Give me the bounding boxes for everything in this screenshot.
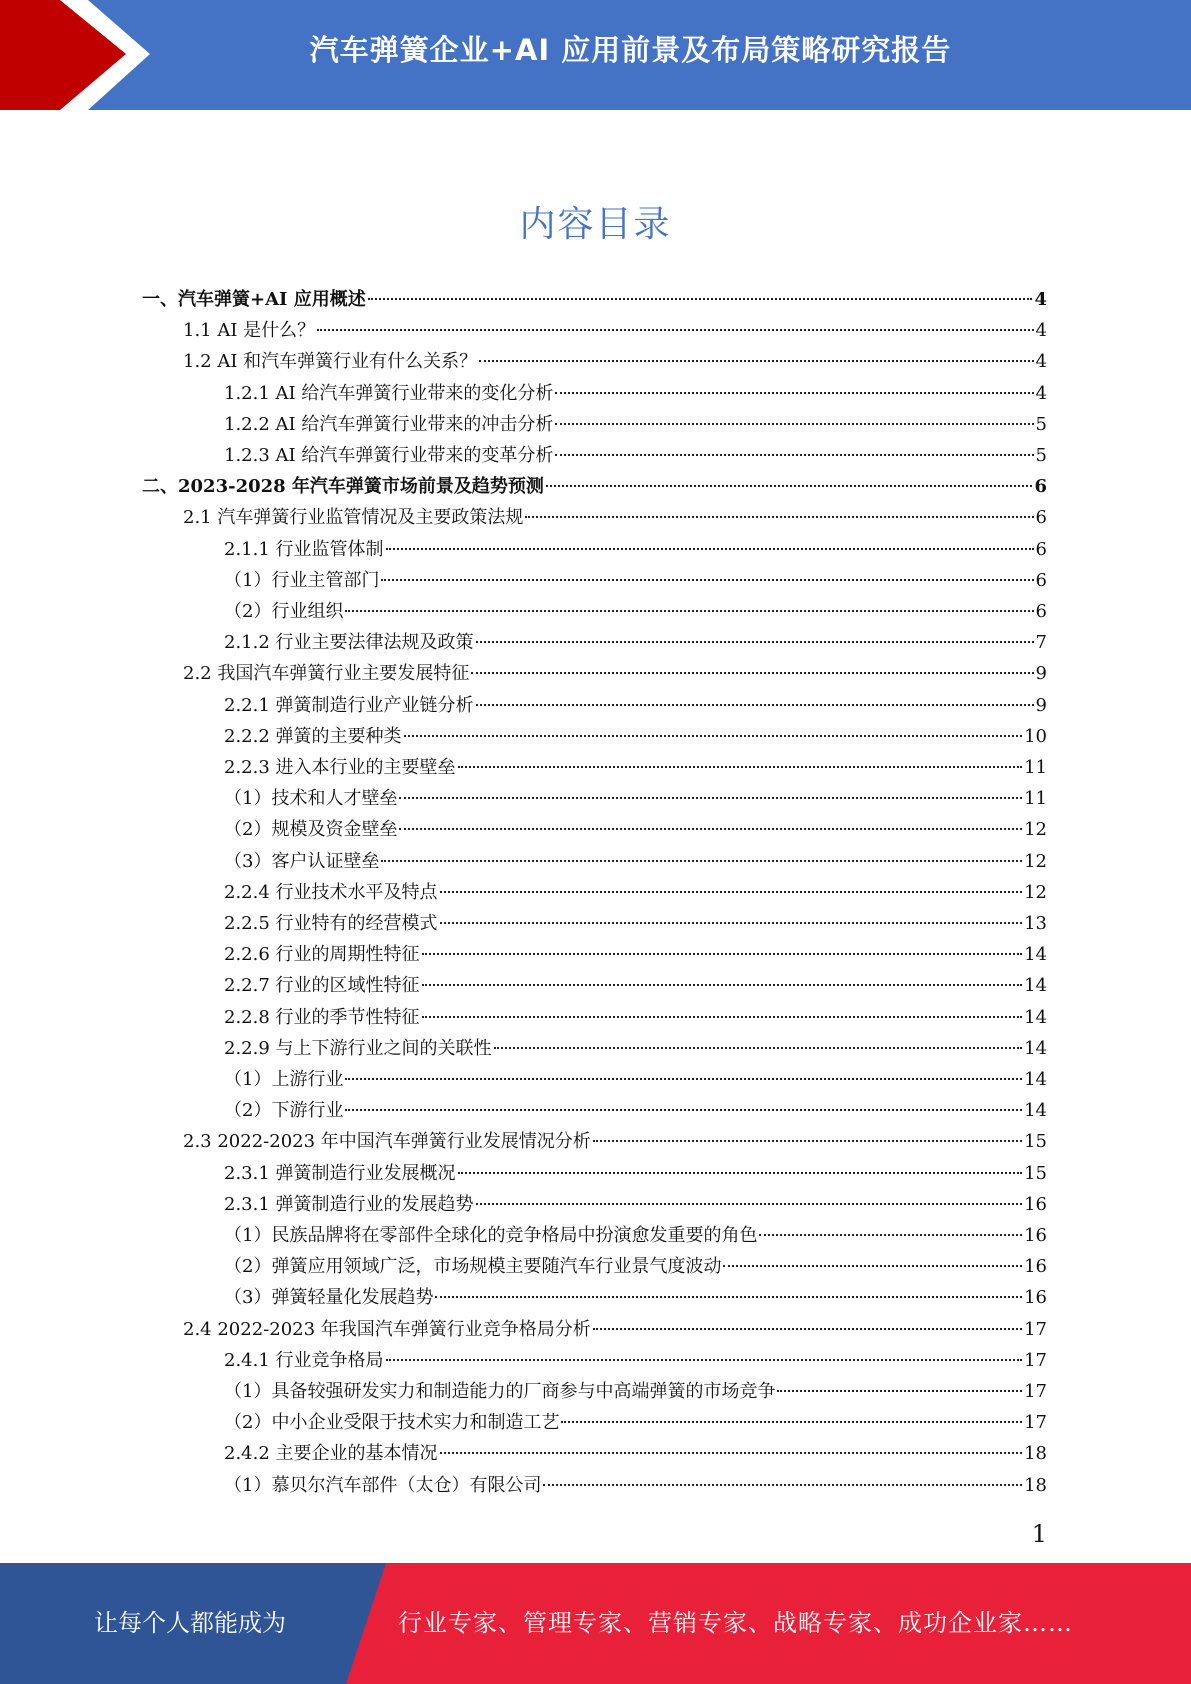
- page-header: [0, 0, 1191, 110]
- toc-entry-page: 4: [1035, 320, 1047, 342]
- toc-entry-label: 1.2.3 AI 给汽车弹簧行业带来的变革分析: [224, 445, 554, 466]
- toc-dot-leader: [386, 548, 1034, 550]
- toc-entry-label: 2.4.1 行业竞争格局: [224, 1349, 384, 1371]
- footer-slogan-left: 让每个人都能成为: [94, 1609, 286, 1637]
- toc-entry[interactable]: [224, 846, 1047, 877]
- toc-entry-page: 9: [1035, 663, 1047, 685]
- toc-dot-leader: [759, 1234, 1022, 1236]
- toc-entry[interactable]: [224, 534, 1047, 565]
- toc-entry-page: 14: [1024, 1037, 1047, 1059]
- toc-entry[interactable]: [183, 1314, 1047, 1345]
- toc-dot-leader: [422, 1016, 1023, 1018]
- toc-entry-label: （2）中小企业受限于技术实力和制造工艺: [224, 1412, 560, 1434]
- toc-entry[interactable]: [224, 1189, 1047, 1220]
- toc-entry[interactable]: [224, 1033, 1047, 1064]
- toc-entry-label: 1.2.1 AI 给汽车弹簧行业带来的变化分析: [224, 382, 554, 404]
- toc-entry-page: 12: [1024, 881, 1047, 903]
- toc-entry[interactable]: [224, 1002, 1047, 1033]
- toc-entry[interactable]: [224, 814, 1047, 845]
- toc-entry-label: 2.2.8 行业的季节性特征: [224, 1006, 420, 1028]
- toc-entry-page: 14: [1024, 975, 1047, 997]
- toc-entry-page: 6: [1035, 507, 1047, 529]
- toc-entry-page: 4: [1034, 289, 1047, 310]
- toc-entry[interactable]: [224, 721, 1047, 752]
- toc-entry[interactable]: [183, 346, 1047, 377]
- toc-dot-leader: [399, 797, 1022, 799]
- toc-entry[interactable]: [224, 690, 1047, 721]
- header-chevron-icon: [0, 0, 160, 110]
- toc-dot-leader: [345, 1109, 1022, 1111]
- toc-entry-label: 2.3.1 弹簧制造行业的发展趋势: [224, 1193, 474, 1215]
- toc-dot-leader: [386, 1359, 1023, 1361]
- toc-dot-leader: [494, 1047, 1023, 1049]
- toc-entry-label: 2.3.1 弹簧制造行业发展概况: [224, 1162, 456, 1184]
- toc-entry-page: 17: [1024, 1318, 1047, 1340]
- toc-entry[interactable]: [224, 908, 1047, 939]
- toc-entry-page: 11: [1024, 757, 1047, 778]
- toc-entry-label: （1）上游行业: [224, 1069, 344, 1090]
- toc-entry[interactable]: [142, 471, 1047, 502]
- toc-entry-label: 2.2 我国汽车弹簧行业主要发展特征: [183, 663, 470, 685]
- toc-entry-label: （2）规模及资金壁垒: [224, 819, 398, 841]
- toc-entry-page: 15: [1024, 1162, 1047, 1184]
- toc-entry[interactable]: [224, 627, 1047, 658]
- toc-entry[interactable]: [224, 1345, 1047, 1376]
- toc-entry[interactable]: [224, 939, 1047, 970]
- toc-entry-page: 14: [1024, 944, 1047, 966]
- toc-entry-label: （1）民族品牌将在零部件全球化的竞争格局中扮演愈发重要的角色: [224, 1225, 758, 1246]
- toc-dot-leader: [440, 922, 1023, 924]
- toc-entry[interactable]: [183, 315, 1047, 346]
- toc-entry-page: 15: [1024, 1131, 1047, 1153]
- toc-dot-leader: [555, 454, 1033, 456]
- toc-entry-page: 17: [1024, 1412, 1047, 1434]
- toc-dot-leader: [440, 1452, 1023, 1454]
- toc-dot-leader: [404, 735, 1023, 737]
- toc-entry[interactable]: [224, 1470, 1047, 1501]
- toc-entry-label: 2.4 2022-2023 年我国汽车弹簧行业竞争格局分析: [183, 1318, 591, 1340]
- toc-entry-label: 2.2.7 行业的区域性特征: [224, 975, 420, 997]
- toc-entry[interactable]: [224, 1220, 1047, 1251]
- toc-entry[interactable]: [224, 1407, 1047, 1438]
- toc-entry-page: 12: [1024, 850, 1047, 872]
- toc-dot-leader: [476, 1203, 1023, 1205]
- page-footer: [0, 1563, 1191, 1684]
- toc-dot-leader: [435, 1296, 1022, 1298]
- toc-entry-label: 2.3 2022-2023 年中国汽车弹簧行业发展情况分析: [183, 1131, 591, 1153]
- toc-entry[interactable]: [224, 1064, 1047, 1095]
- toc-entry[interactable]: [224, 378, 1047, 409]
- toc-entry-label: 1.1 AI 是什么？: [183, 320, 316, 342]
- toc-entry-page: 9: [1035, 694, 1047, 716]
- toc-entry-page: 5: [1035, 413, 1047, 435]
- toc-entry-label: 2.2.2 弹簧的主要种类: [224, 725, 402, 747]
- toc-entry-page: 5: [1035, 445, 1047, 466]
- toc-entry-label: 2.2.3 进入本行业的主要壁垒: [224, 757, 456, 778]
- toc-entry-label: 2.2.6 行业的周期性特征: [224, 944, 420, 966]
- toc-dot-leader: [561, 1421, 1022, 1423]
- toc-entry[interactable]: [183, 1126, 1047, 1157]
- toc-entry[interactable]: [224, 409, 1047, 440]
- toc-entry[interactable]: [183, 502, 1047, 533]
- toc-entry-label: （3）弹簧轻量化发展趋势: [224, 1287, 434, 1309]
- toc-entry-page: 16: [1024, 1193, 1047, 1215]
- toc-dot-leader: [777, 1390, 1022, 1392]
- page-number: 1: [1031, 1520, 1047, 1548]
- toc-dot-leader: [593, 1140, 1022, 1142]
- toc-entry-label: （3）客户认证壁垒: [224, 850, 380, 872]
- toc-entry-page: 14: [1024, 1006, 1047, 1028]
- toc-entry-page: 6: [1035, 601, 1047, 622]
- toc-entry-page: 4: [1035, 382, 1047, 404]
- toc-dot-leader: [593, 1328, 1022, 1330]
- toc-entry[interactable]: [224, 1376, 1047, 1407]
- toc-entry-label: （2）行业组织: [224, 601, 344, 622]
- toc-dot-leader: [458, 766, 1023, 768]
- toc-entry-page: 12: [1024, 819, 1047, 841]
- toc-entry-page: 10: [1024, 725, 1047, 747]
- toc-entry-page: 7: [1035, 632, 1047, 654]
- toc-entry[interactable]: [224, 752, 1047, 783]
- toc-dot-leader: [458, 1172, 1023, 1174]
- toc-entry[interactable]: [224, 596, 1047, 627]
- toc-dot-leader: [555, 423, 1033, 425]
- toc-entry-page: 16: [1024, 1287, 1047, 1309]
- toc-entry-label: 二、2023-2028 年汽车弹簧市场前景及趋势预测: [142, 476, 544, 498]
- toc-entry-page: 11: [1024, 788, 1047, 810]
- toc-entry-label: （1）具备较强研发实力和制造能力的厂商参与中高端弹簧的市场竞争: [224, 1381, 776, 1402]
- toc-dot-leader: [399, 828, 1022, 830]
- toc-entry[interactable]: [224, 970, 1047, 1001]
- toc-dot-leader: [317, 329, 1033, 331]
- toc-entry-label: 2.1.1 行业监管体制: [224, 538, 384, 560]
- toc-entry-page: 6: [1035, 538, 1047, 560]
- toc-entry-label: 2.2.4 行业技术水平及特点: [224, 881, 438, 903]
- toc-dot-leader: [422, 953, 1023, 955]
- toc-dot-leader: [555, 392, 1033, 394]
- toc-entry-label: 2.4.2 主要企业的基本情况: [224, 1443, 438, 1465]
- toc-entry[interactable]: [142, 284, 1047, 315]
- toc-dot-leader: [471, 672, 1033, 674]
- toc-entry-label: 一、汽车弹簧+AI 应用概述: [142, 289, 366, 310]
- toc-entry-page: 4: [1035, 351, 1047, 373]
- toc-entry[interactable]: [183, 658, 1047, 689]
- toc-entry-page: 17: [1024, 1349, 1047, 1371]
- toc-entry-label: 2.1 汽车弹簧行业监管情况及主要政策法规: [183, 507, 524, 529]
- toc-dot-leader: [723, 1265, 1022, 1267]
- footer-slogan-right: 行业专家、管理专家、营销专家、战略专家、成功企业家……: [398, 1609, 1073, 1637]
- toc-dot-leader: [381, 860, 1022, 862]
- toc-entry[interactable]: [224, 783, 1047, 814]
- toc-entry-label: 2.2.5 行业特有的经营模式: [224, 913, 438, 934]
- toc-entry-label: （1）行业主管部门: [224, 569, 380, 591]
- toc-title: 内容目录: [519, 204, 672, 245]
- toc-entry-label: （1）技术和人才壁垒: [224, 788, 398, 810]
- toc-entry[interactable]: [224, 565, 1047, 596]
- toc-entry[interactable]: [224, 1095, 1047, 1126]
- toc-entry-label: （2）弹簧应用领域广泛，市场规模主要随汽车行业景气度波动: [224, 1256, 722, 1278]
- toc-entry[interactable]: [224, 1251, 1047, 1282]
- toc-dot-leader: [525, 516, 1033, 518]
- toc-entry[interactable]: [224, 1438, 1047, 1469]
- toc-dot-leader: [345, 1078, 1022, 1080]
- toc-dot-leader: [381, 579, 1033, 581]
- toc-entry-label: （2）下游行业: [224, 1100, 344, 1122]
- toc-entry-page: 18: [1024, 1474, 1047, 1496]
- toc-entry-page: 17: [1024, 1381, 1047, 1402]
- toc-entry[interactable]: [224, 440, 1047, 471]
- toc-entry[interactable]: [224, 1282, 1047, 1313]
- toc-dot-leader: [422, 984, 1023, 986]
- toc-entry[interactable]: [224, 1158, 1047, 1189]
- toc-dot-leader: [476, 704, 1034, 706]
- toc-dot-leader: [345, 610, 1033, 612]
- toc-entry-page: 16: [1024, 1225, 1047, 1246]
- toc-entry-page: 18: [1024, 1443, 1047, 1465]
- toc-dot-leader: [476, 641, 1034, 643]
- toc-dot-leader: [543, 1484, 1022, 1486]
- toc-dot-leader: [440, 891, 1023, 893]
- toc-entry-page: 6: [1034, 476, 1047, 498]
- toc-entry[interactable]: [224, 877, 1047, 908]
- toc-dot-leader: [546, 485, 1033, 487]
- toc-entry-label: 2.2.9 与上下游行业之间的关联性: [224, 1037, 492, 1059]
- toc-entry-label: 1.2 AI 和汽车弹簧行业有什么关系？: [183, 351, 478, 373]
- toc-dot-leader: [368, 298, 1033, 300]
- toc-dot-leader: [479, 360, 1033, 362]
- toc-entry-label: （1）慕贝尔汽车部件（太仓）有限公司: [224, 1474, 542, 1496]
- toc-entry-page: 13: [1024, 913, 1047, 934]
- toc-entry-page: 14: [1024, 1100, 1047, 1122]
- toc-entry-label: 2.1.2 行业主要法律法规及政策: [224, 632, 474, 654]
- report-title: 汽车弹簧企业+AI 应用前景及布局策略研究报告: [309, 33, 952, 67]
- toc-entry-label: 1.2.2 AI 给汽车弹簧行业带来的冲击分析: [224, 413, 554, 435]
- toc-entry-page: 6: [1035, 569, 1047, 591]
- toc-entry-label: 2.2.1 弹簧制造行业产业链分析: [224, 694, 474, 716]
- toc-entry-page: 14: [1024, 1069, 1047, 1090]
- toc-entry-page: 16: [1024, 1256, 1047, 1278]
